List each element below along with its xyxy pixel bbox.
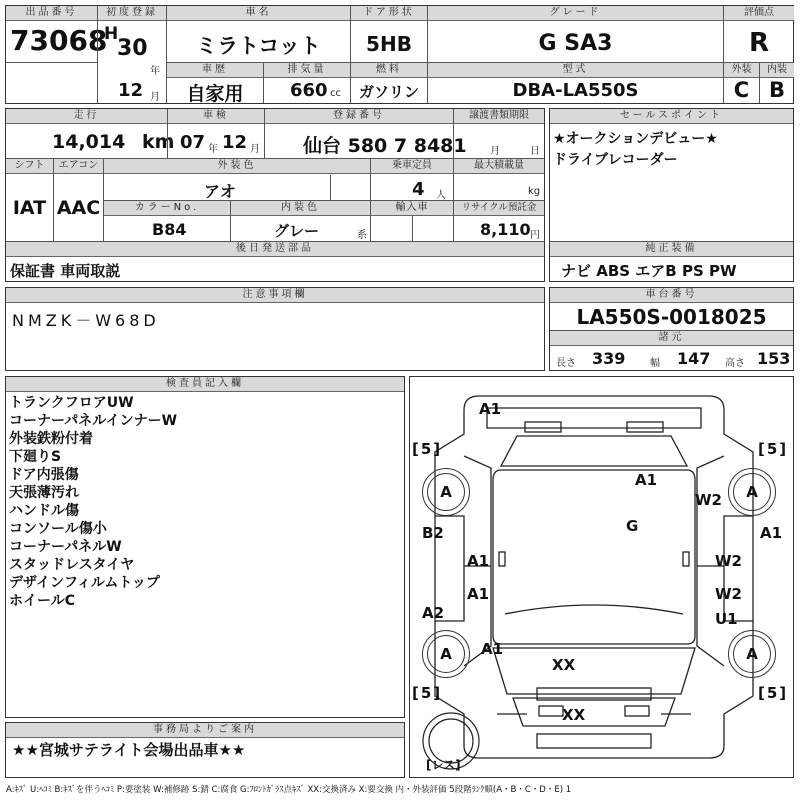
damage-roof-center: G <box>626 517 639 535</box>
recycle-unit: 円 <box>530 230 540 241</box>
car-name: ミラトコット <box>196 34 321 58</box>
tread-rear-left: [5] <box>412 440 443 458</box>
tire-front-right <box>728 630 776 678</box>
import-label: 輸入車 <box>371 201 453 216</box>
history-label: 車歴 <box>167 63 263 78</box>
width: 147 <box>677 349 711 368</box>
int-color-unit: 系 <box>357 230 367 241</box>
max-load-unit: kg <box>528 186 541 197</box>
sales-point-label: セールスポイント <box>550 109 793 124</box>
height-label: 高さ <box>725 358 745 369</box>
dims-label: 諸元 <box>550 331 793 346</box>
later-parts: 保証書 車両取説 <box>10 262 121 280</box>
history: 自家用 <box>186 83 244 105</box>
interior-label: 内装 <box>760 63 794 78</box>
model-code-label: 型式 <box>428 63 723 78</box>
inspection-month-unit: 月 <box>250 144 260 155</box>
damage-right-rear-door: W2 <box>715 552 742 570</box>
interior-grade: B <box>768 78 785 102</box>
grade: G SA3 <box>538 31 613 56</box>
note-line: コンソール傷小 <box>9 521 107 537</box>
damage-left-front: A2 <box>422 604 445 622</box>
int-color: グレー <box>274 222 320 240</box>
damage-right-front-door: W2 <box>715 585 742 603</box>
damage-front-bumper: XX <box>562 706 586 724</box>
chassis-label: 車台番号 <box>550 288 793 303</box>
capacity-unit: 人 <box>436 190 446 201</box>
damage-right-rear: A1 <box>760 524 783 542</box>
inspection-month: 12 <box>222 132 248 153</box>
shift-label: シフト <box>6 159 53 174</box>
equipment: ナビ ABS エアB PS PW <box>561 262 737 280</box>
caution-label: 注意事項欄 <box>6 288 544 303</box>
caution-text: NMZK－W68D <box>12 311 160 330</box>
car-diagram <box>409 376 794 778</box>
height: 153 <box>757 349 791 368</box>
tire-front-right-label: A <box>733 635 771 673</box>
displacement: 660 <box>290 80 328 101</box>
score-label: 評価点 <box>724 6 794 21</box>
first-reg-year: 30 <box>117 36 148 61</box>
doc-deadline-label: 譲渡書類期限 <box>454 109 544 124</box>
note-line: ドア内張傷 <box>9 467 79 483</box>
mileage-label: 走行 <box>6 109 167 124</box>
inspection-year: 07 <box>180 132 206 153</box>
chassis-number: LA550S-0018025 <box>576 305 767 329</box>
era: H <box>104 24 119 44</box>
air-conditioner: AAC <box>56 197 101 219</box>
note-line: 下廻りS <box>9 449 62 465</box>
car-name-label: 車名 <box>167 6 350 21</box>
ext-color: アオ <box>204 182 236 201</box>
lot-number-label: 出品番号 <box>6 6 97 21</box>
note-line: 天張薄汚れ <box>9 485 79 501</box>
first-reg-label: 初度登録 <box>98 6 166 21</box>
damage-right-front: U1 <box>715 610 738 628</box>
lot-number: 73068 <box>10 24 108 57</box>
door-label: ドア形状 <box>351 6 427 21</box>
tread-rear-left-value: 5 <box>420 440 434 458</box>
width-label: 幅 <box>650 358 660 369</box>
ac-label: エアコン <box>54 159 103 174</box>
damage-left-rear-door: A1 <box>467 552 490 570</box>
damage-roof: A1 <box>635 471 658 489</box>
note-line: コーナーパネルインナーW <box>9 413 178 429</box>
inspector-notes <box>9 394 177 610</box>
inspector-label: 検査員記入欄 <box>6 377 404 392</box>
first-reg-month: 12 <box>118 80 144 101</box>
exterior-label: 外装 <box>724 63 759 78</box>
tread-front-right: [5] <box>758 684 789 702</box>
mileage-unit: km <box>142 131 175 153</box>
damage-rear-top: A1 <box>479 400 502 418</box>
capacity-label: 乗車定員 <box>371 159 453 174</box>
note-line: 外装鉄粉付着 <box>9 431 93 447</box>
inspection-label: 車検 <box>168 109 264 124</box>
mileage: 14,014 <box>52 131 126 153</box>
max-load-label: 最大積載量 <box>454 159 544 174</box>
tread-front-right-value: 5 <box>766 684 780 702</box>
ext-color-label: 外装色 <box>104 159 370 174</box>
exterior-grade: C <box>733 78 750 102</box>
recycle-deposit: 8,110 <box>480 220 531 239</box>
note-line: ホイールC <box>9 593 75 609</box>
damage-left-front-door: A1 <box>467 585 490 603</box>
note-line: コーナーパネルW <box>9 539 122 555</box>
spare-tire-value: レス <box>431 758 456 772</box>
office-label: 事務局よりご案内 <box>6 723 404 738</box>
tread-rear-right: [5] <box>758 440 789 458</box>
doc-day-unit: 日 <box>530 146 540 157</box>
tire-rear-left <box>422 468 470 516</box>
inspection-year-unit: 年 <box>208 144 218 155</box>
tire-front-left-label: A <box>427 635 465 673</box>
tire-front-left <box>422 630 470 678</box>
tire-rear-right <box>728 468 776 516</box>
color-no: B84 <box>152 220 187 239</box>
shift: IAT <box>12 197 47 219</box>
sales-point-1: ★オークションデビュー★ <box>553 131 718 147</box>
tread-rear-right-value: 5 <box>766 440 780 458</box>
damage-left-front-fender: A1 <box>481 640 504 658</box>
capacity: 4 <box>412 179 425 200</box>
plate-number: 仙台 580 7 8481 <box>303 135 467 157</box>
tread-front-left: [5] <box>412 684 443 702</box>
length-label: 長さ <box>556 358 576 369</box>
equipment-label: 純正装備 <box>550 242 793 257</box>
tire-rear-left-label: A <box>427 473 465 511</box>
damage-right-rear-quarter: W2 <box>695 491 722 509</box>
fuel: ガソリン <box>358 83 419 101</box>
plate-label: 登録番号 <box>265 109 453 124</box>
spare-tire-label: [レス] <box>426 758 461 772</box>
note-line: トランクフロアUW <box>9 395 134 411</box>
note-line: ハンドル傷 <box>9 503 79 519</box>
length: 339 <box>592 349 626 368</box>
doc-month-unit: 月 <box>490 146 500 157</box>
month-unit: 月 <box>150 92 160 103</box>
recycle-label: リサイクル預託金 <box>454 201 544 216</box>
int-color-label: 内装色 <box>231 201 370 216</box>
model-code: DBA-LA550S <box>512 80 639 101</box>
later-parts-label: 後日発送部品 <box>6 242 544 257</box>
tire-rear-right-label: A <box>733 473 771 511</box>
legend: A:ｷｽﾞ U:ﾍｺﾐ B:ｷｽﾞを伴うﾍｺﾐ P:要塗装 W:補修跡 S:錆 C:腐食 G:ﾌﾛﾝﾄｶﾞﾗｽ点ｷｽﾞ XX:交換済み X:要交換 内・外装評価 5段階ﾗﾝｸ順(A・B・C・D・E) 1 <box>6 785 572 795</box>
displacement-unit: cc <box>330 88 341 99</box>
grade-label: グレード <box>428 6 723 21</box>
note-line: スタッドレスタイヤ <box>9 557 135 573</box>
year-unit: 年 <box>150 66 160 77</box>
fuel-label: 燃料 <box>351 63 427 78</box>
damage-left-rear: B2 <box>422 524 444 542</box>
office-message: ★★宮城サテライト会場出品車★★ <box>12 741 246 759</box>
displacement-label: 排気量 <box>264 63 350 78</box>
score: R <box>748 28 770 58</box>
tread-front-left-value: 5 <box>420 684 434 702</box>
door-type: 5HB <box>366 32 412 56</box>
damage-hood: XX <box>552 656 576 674</box>
sales-point-2: ドライブレコーダー <box>553 152 678 168</box>
color-no-label: カラーNo. <box>104 201 230 216</box>
note-line: デザインフィルムトップ <box>9 575 160 591</box>
